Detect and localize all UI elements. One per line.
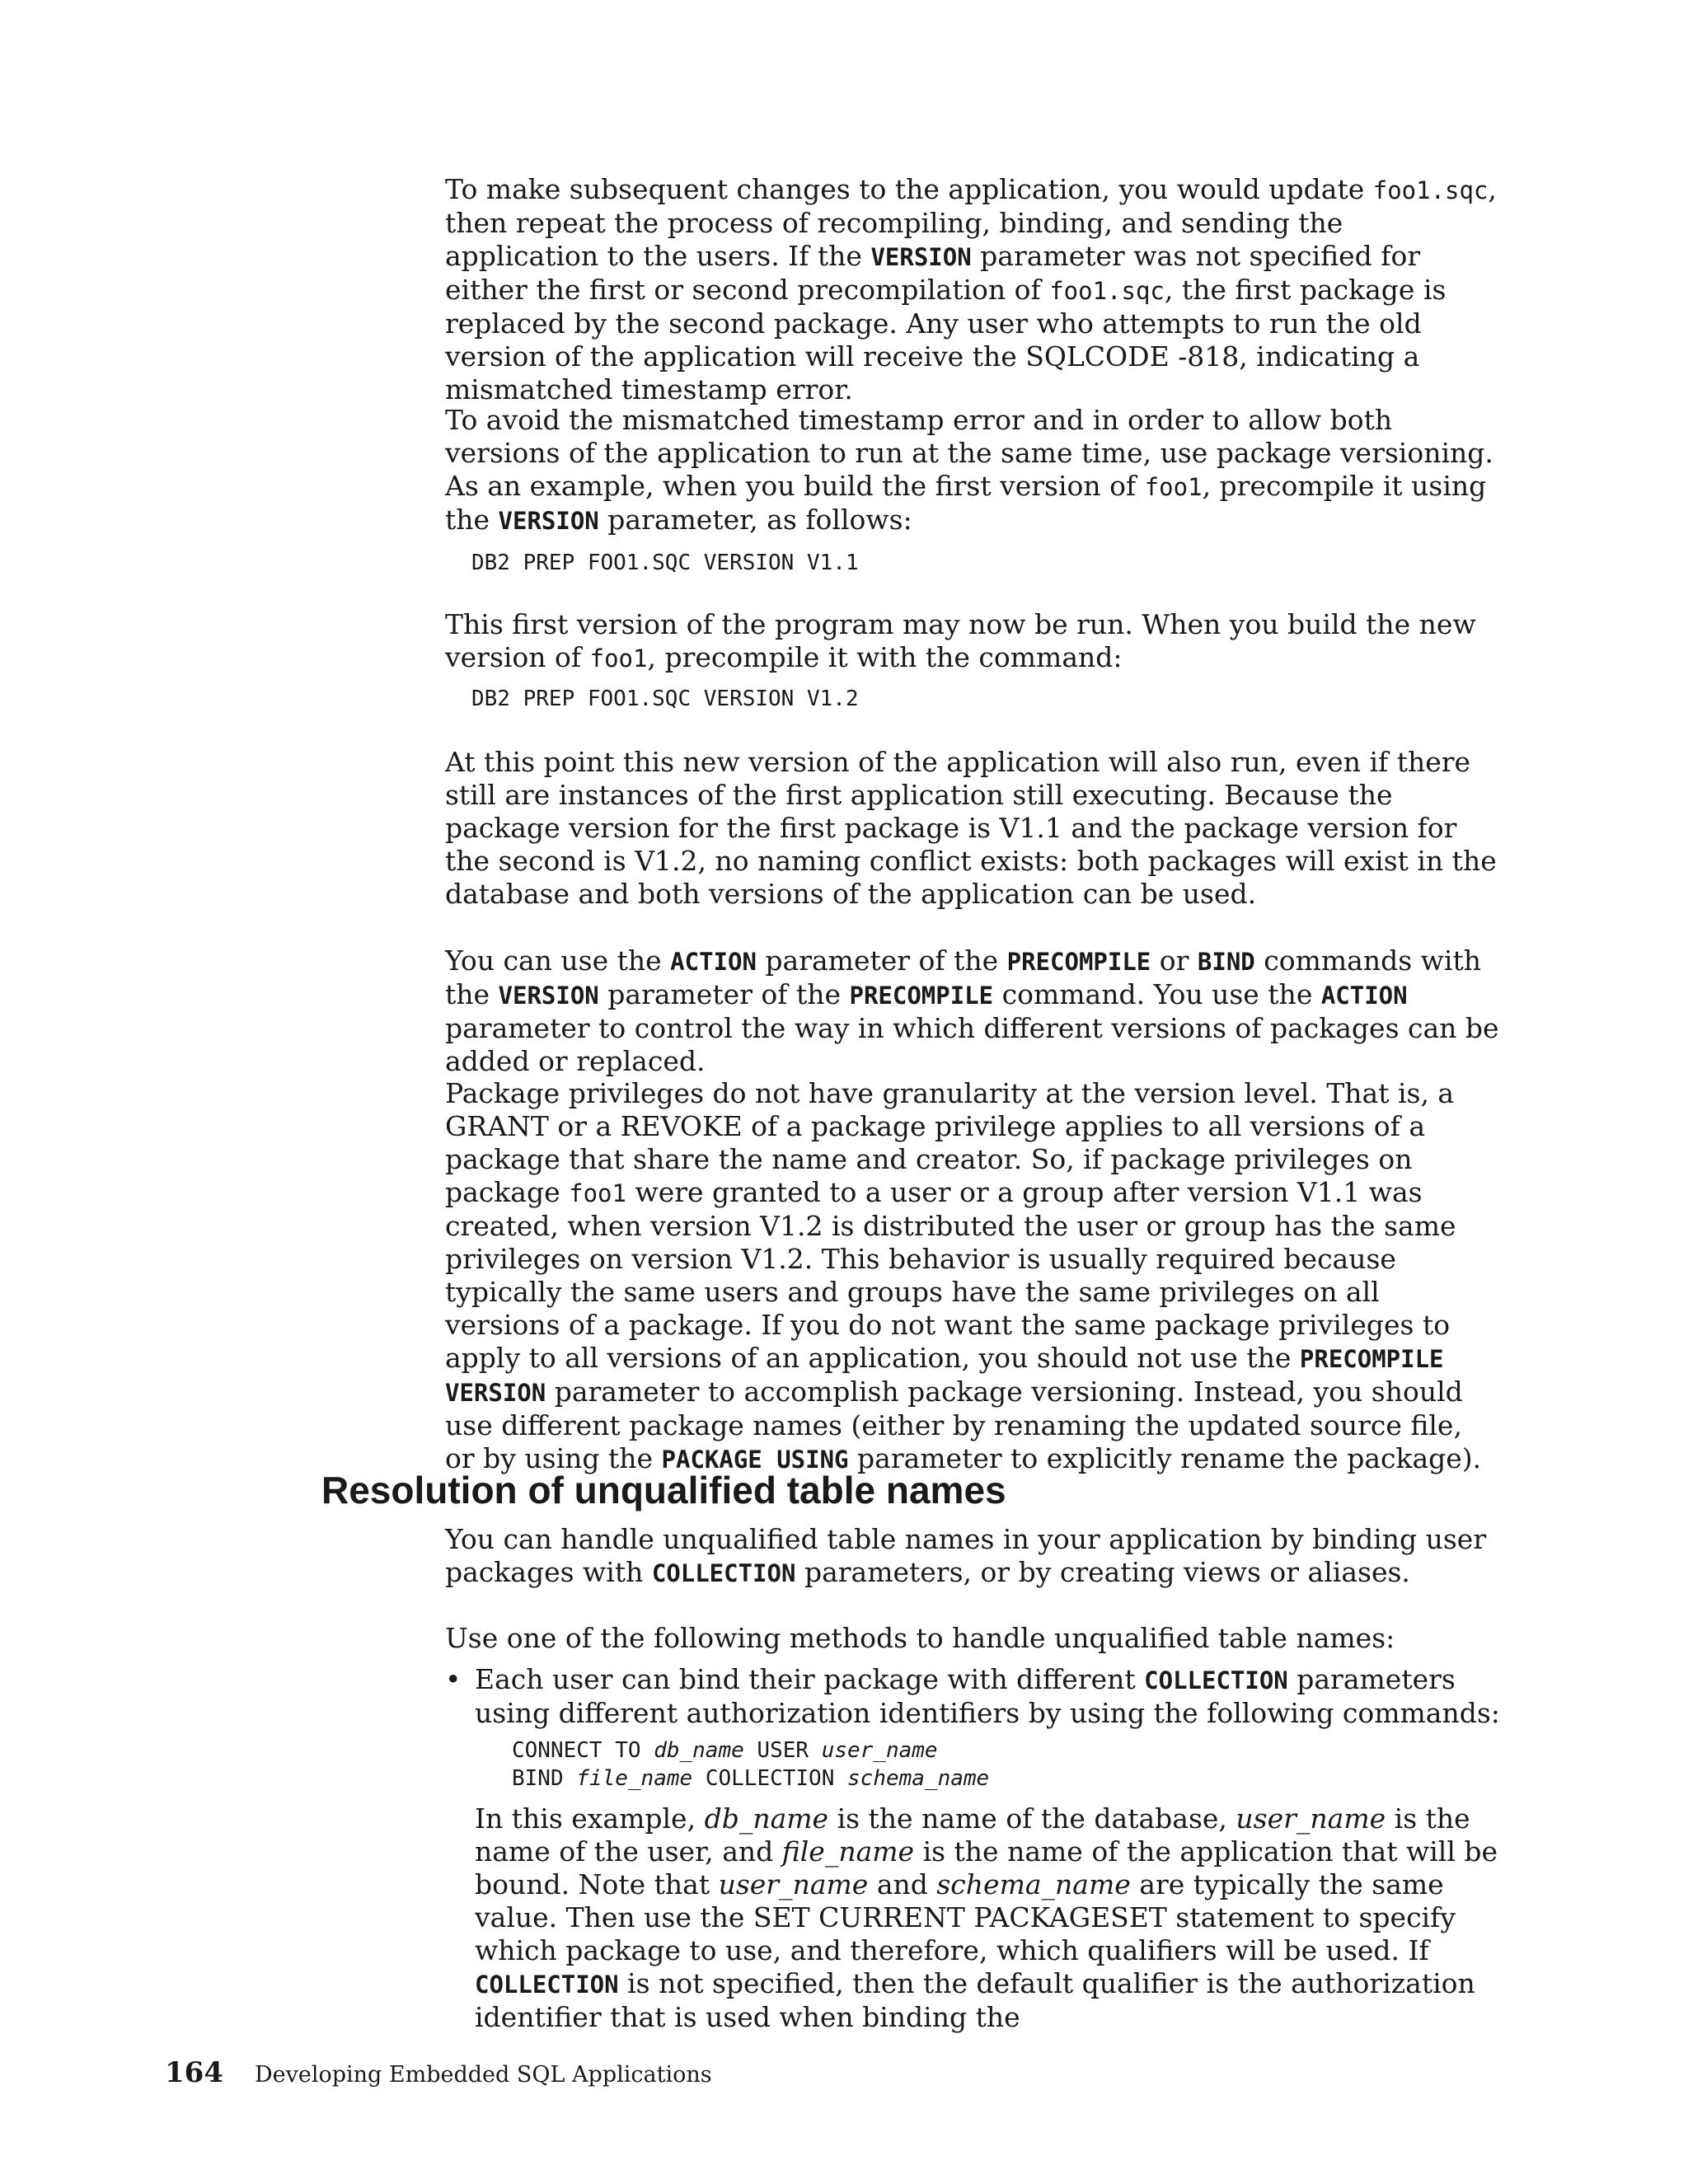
code-term: foo1 xyxy=(589,644,648,673)
paragraph-avoid-mismatch: To avoid the mismatched timestamp error and in order to allow both versions of the application to run at the same time, use package versioning. As an example, when you build the first version of foo1, precompile it using the VERSION parameter, as follows: xyxy=(445,404,1493,536)
code-example-v12: DB2 PREP FOO1.SQC VERSION V1.2 xyxy=(471,687,859,711)
keyword: COLLECTION xyxy=(1144,1666,1288,1694)
keyword: VERSION xyxy=(870,243,972,271)
code-example-connect-bind: CONNECT TO db_name USER user_name BIND file_name COLLECTION schema_name xyxy=(512,1738,990,1791)
keyword: PRECOMPILE VERSION xyxy=(445,1345,1444,1407)
paragraph-new-version-runs: At this point this new version of the application will also run, even if there still are instances of the first application still executing. Because the package version for the first package is V1.1 and the package version for the second is V1.2, no naming conflict exists: both packages will exist in the database and both versions of the application can be used. xyxy=(445,746,1497,910)
paragraph-subsequent-changes: To make subsequent changes to the application, you would update foo1.sqc, then repeat the process of recompiling, binding, and sending the application to the users. If the VERSION parameter was not specified for either the first or second precompilation of foo1.sqc, the first package is replaced by the second package. Any user who attempts to run the old version of the application will receive the SQLCODE -818, indicating a mismatched timestamp error. xyxy=(445,173,1497,405)
book-title: Developing Embedded SQL Applications xyxy=(254,2062,712,2088)
code-term: foo1.sqc xyxy=(1372,176,1489,204)
page-number: 164 xyxy=(165,2056,223,2089)
keyword: VERSION xyxy=(498,507,599,535)
paragraph-example-explanation: In this example, db_name is the name of the database, user_name is the name of the user, and file_name is the name of the application that will be bound. Note that user_name and schema_name are typically the same value. Then use the SET CURRENT PACKAGESET statement to specify which package to use, and therefore, which qualifiers will be used. If COLLECTION is not specified, then the default qualifier is the authorization identifier that is used when binding the xyxy=(475,1802,1498,2033)
paragraph-action-parameter: You can use the ACTION parameter of the PRECOMPILE or BIND commands with the VERSION parameter of the PRECOMPILE command. You use the ACTION parameter to control the way in which different versions of packages can be added or replaced. xyxy=(445,944,1499,1077)
keyword: VERSION xyxy=(498,982,599,1010)
keyword: PRECOMPILE xyxy=(849,982,994,1010)
list-item: • Each user can bind their package with different COLLECTION parameters using different authorization identifiers by using the following commands: CONNECT TO db_name USER user_name BIND file_name COLLECTION schema_name In this example, db_name is the name of the database, user_name is the name of the user, and file_name is the name of the application that will be bound. Note that user_name and schema_name are typically the same value. Then use the SET CURRENT PACKAGESET statement to specify which package to use, and therefore, which qualifiers will be used. If COLLECTION is not specified, then the default qualifier is the authorization identifier that is used when binding the xyxy=(445,1663,1500,2033)
paragraph-first-version: This first version of the program may now be run. When you build the new version of foo1, precompile it with the command: xyxy=(445,608,1476,673)
keyword: BIND xyxy=(1197,948,1255,976)
keyword: ACTION xyxy=(670,948,757,976)
code-term: foo1.sqc xyxy=(1049,277,1165,305)
paragraph-methods-intro: Use one of the following methods to handle unqualified table names: xyxy=(445,1622,1395,1654)
code-term: foo1 xyxy=(569,1179,626,1207)
section-heading: Resolution of unqualified table names xyxy=(321,1469,1006,1511)
code-example-v11: DB2 PREP FOO1.SQC VERSION V1.1 xyxy=(471,551,859,575)
keyword: ACTION xyxy=(1320,982,1408,1010)
bullet-list xyxy=(445,1663,1500,2034)
paragraph-package-privileges: Package privileges do not have granularity at the version level. That is, a GRANT or a REVOKE of a package privilege applies to all versions of a package that share the name and creator. So, if package privileges on package foo1 were granted to a user or a group after version V1.1 was created, when version V1.2 is distributed the user or group has the same privileges on version V1.2. This behavior is usually required because typically the same users and groups have the same privileges on all versions of a package. If you do not want the same package privileges to apply to all versions of an application, you should not use the PRECOMPILE VERSION parameter to accomplish package versioning. Instead, you should use different package names (either by renaming the updated source file, or by using the PACKAGE USING parameter to explicitly rename the package). xyxy=(445,1077,1482,1474)
code-term: foo1 xyxy=(1144,473,1203,501)
paragraph-handle-unqualified: You can handle unqualified table names in your application by binding user packages with COLLECTION parameters, or by creating views or aliases. xyxy=(445,1523,1487,1588)
bullet-icon: • xyxy=(445,1663,462,1695)
keyword: COLLECTION xyxy=(475,1971,619,1999)
keyword: PRECOMPILE xyxy=(1006,948,1151,976)
keyword: COLLECTION xyxy=(651,1559,796,1587)
page-footer xyxy=(165,2056,712,2089)
keyword: PACKAGE USING xyxy=(661,1446,849,1474)
